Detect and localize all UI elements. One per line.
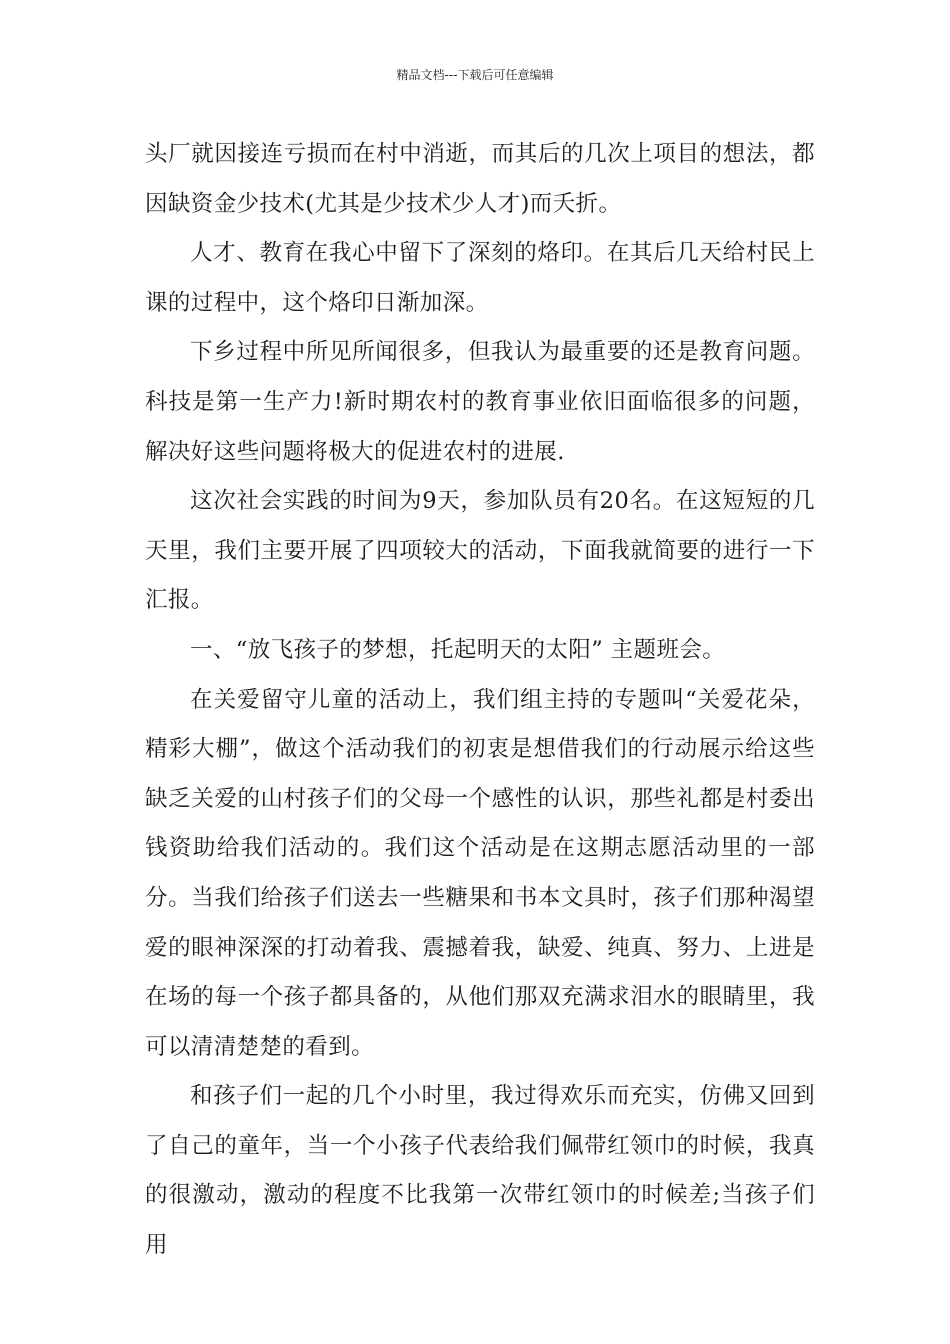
section-heading-1: 一、“放飞孩子的梦想，托起明天的太阳” 主题班会。 [190, 636, 726, 663]
paragraph-1: 头厂就因接连亏损而在村中消逝，而其后的几次上项目的想法，都因缺资金少技术(尤其是少技术少人才)而夭折。 [145, 141, 815, 217]
document-body [145, 130, 815, 1271]
paragraph-6: 和孩子们一起的几个小时里，我过得欢乐而充实，仿佛又回到了自己的童年，当一个小孩子代表给我们佩带红领巾的时候，我真的很激动，激动的程度不比我第一次带红领巾的时候差;当孩子们用 [145, 1083, 815, 1259]
paragraph-5: 在关爱留守儿童的活动上，我们组主持的专题叫“关爱花朵，精彩大棚”，做这个活动我们的初衷是想借我们的行动展示给这些缺乏关爱的山村孩子们的父母一个感性的认识，那些礼都是村委出钱资助给我们活动的。我们这个活动是在这期志愿活动里的一部分。当我们给孩子们送去一些糖果和书本文具时，孩子们那种渴望爱的眼神深深的打动着我、震撼着我，缺爱、纯真、努力、上进是在场的每一个孩子都具备的，从他们那双充满求泪水的眼睛里，我可以清清楚楚的看到。 [145, 686, 815, 1060]
paragraph-4: 这次社会实践的时间为9天，参加队员有20名。在这短短的几天里，我们主要开展了四项较大的活动，下面我就简要的进行一下汇报。 [145, 488, 815, 614]
page-header: 精品文档---下载后可任意编辑 [396, 68, 554, 82]
paragraph-2: 人才、教育在我心中留下了深刻的烙印。在其后几天给村民上课的过程中，这个烙印日渐加深。 [145, 240, 815, 316]
paragraph-3: 下乡过程中所见所闻很多，但我认为最重要的还是教育问题。科技是第一生产力!新时期农村的教育事业依旧面临很多的问题，解决好这些问题将极大的促进农村的进展. [145, 339, 815, 465]
